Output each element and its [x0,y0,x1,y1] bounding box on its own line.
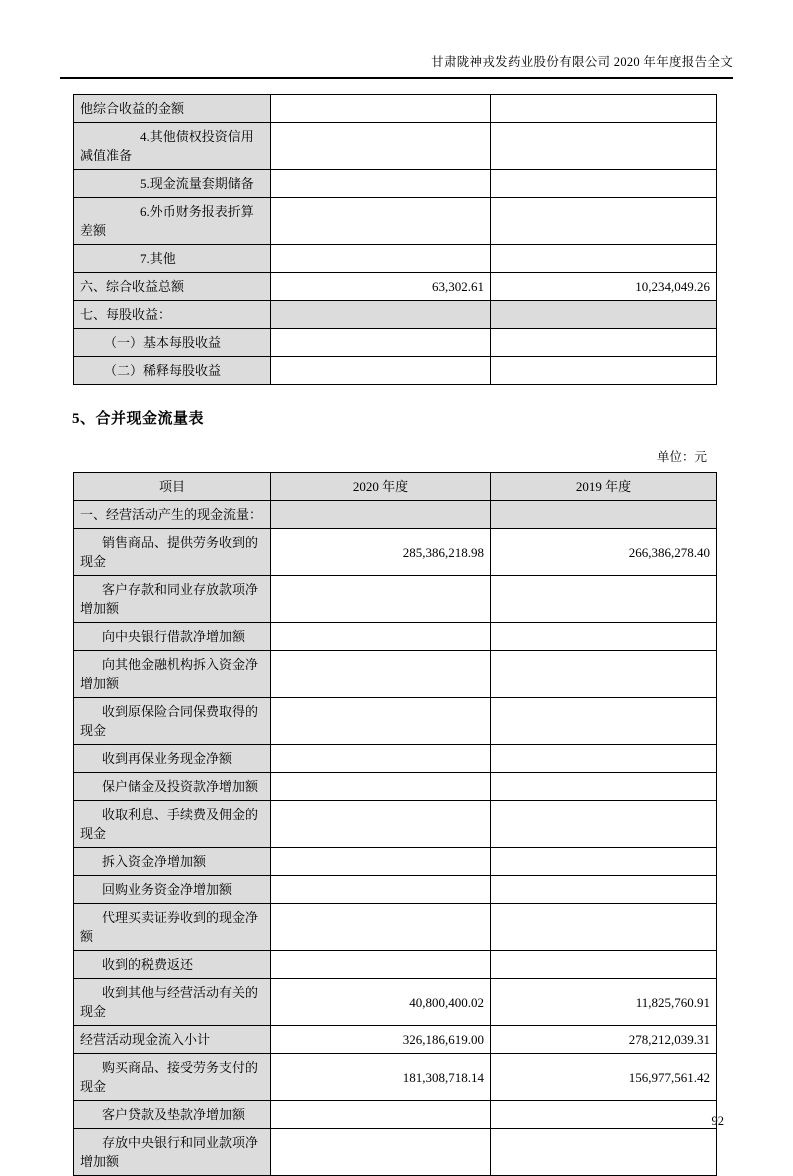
item-label-cell: 向其他金融机构拆入资金净增加额 [74,651,271,698]
value-2019-cell: 156,977,561.42 [491,1054,717,1101]
value-2020-cell [271,329,491,357]
value-2020-cell: 181,308,718.14 [271,1054,491,1101]
item-label-cell: 一、经营活动产生的现金流量： [74,501,271,529]
table-row [74,529,717,576]
table-row [74,951,717,979]
value-2020-cell [271,301,491,329]
value-2019-cell [491,170,717,198]
value-2020-cell: 40,800,400.02 [271,979,491,1026]
value-2020-cell [271,170,491,198]
value-2019-cell [491,1129,717,1176]
value-2020-cell [271,698,491,745]
table-row [74,576,717,623]
table-row [74,1101,717,1129]
item-label-cell: 回购业务资金净增加额 [74,876,271,904]
item-label-cell: 4.其他债权投资信用减值准备 [74,123,271,170]
item-label-cell: 经营活动现金流入小计 [74,1026,271,1054]
item-label-cell: 7.其他 [74,245,271,273]
item-label-cell: 七、每股收益： [74,301,271,329]
item-label-cell: 他综合收益的金额 [74,95,271,123]
column-header-2019: 2019 年度 [491,473,717,501]
item-label-cell: 拆入资金净增加额 [74,848,271,876]
value-2020-cell [271,623,491,651]
value-2019-cell [491,501,717,529]
item-label-cell: 收取利息、手续费及佣金的现金 [74,801,271,848]
table-row [74,273,717,301]
item-label-cell: 收到其他与经营活动有关的现金 [74,979,271,1026]
value-2019-cell [491,951,717,979]
value-2019-cell: 11,825,760.91 [491,979,717,1026]
value-2019-cell [491,698,717,745]
table-row [74,1054,717,1101]
item-label-cell: （一）基本每股收益 [74,329,271,357]
value-2020-cell: 285,386,218.98 [271,529,491,576]
value-2019-cell [491,651,717,698]
value-2020-cell [271,198,491,245]
value-2020-cell [271,123,491,170]
value-2020-cell [271,951,491,979]
value-2020-cell [271,245,491,273]
value-2019-cell [491,357,717,385]
value-2020-cell: 63,302.61 [271,273,491,301]
item-label-cell: 代理买卖证券收到的现金净额 [74,904,271,951]
value-2019-cell [491,245,717,273]
value-2019-cell [491,1101,717,1129]
value-2020-cell: 326,186,619.00 [271,1026,491,1054]
table-row [74,698,717,745]
unit-label: 单位：元 [656,450,707,464]
value-2020-cell [271,651,491,698]
table-row [74,773,717,801]
item-label-cell: （二）稀释每股收益 [74,357,271,385]
table-row [74,301,717,329]
table-header-row [74,473,717,501]
value-2019-cell [491,745,717,773]
table-row [74,876,717,904]
table-row [74,848,717,876]
item-label-cell: 5.现金流量套期储备 [74,170,271,198]
item-label-cell: 六、综合收益总额 [74,273,271,301]
item-label-cell: 客户贷款及垫款净增加额 [74,1101,271,1129]
value-2019-cell [491,773,717,801]
value-2019-cell [491,301,717,329]
table-row [74,95,717,123]
table-row [74,329,717,357]
table-row [74,801,717,848]
table-row [74,123,717,170]
table-row [74,623,717,651]
value-2020-cell [271,95,491,123]
table-row [74,501,717,529]
item-label-cell: 收到再保业务现金净额 [74,745,271,773]
table-row [74,904,717,951]
item-label-cell: 保户储金及投资款净增加额 [74,773,271,801]
value-2020-cell [271,745,491,773]
value-2020-cell [271,801,491,848]
column-header-item: 项目 [74,473,271,501]
value-2020-cell [271,876,491,904]
value-2020-cell [271,904,491,951]
value-2019-cell [491,576,717,623]
item-label-cell: 客户存款和同业存放款项净增加额 [74,576,271,623]
value-2020-cell [271,848,491,876]
value-2019-cell [491,623,717,651]
section-title: 5、合并现金流量表 [72,411,205,427]
column-header-2020: 2020 年度 [271,473,491,501]
value-2019-cell [491,801,717,848]
page-content [0,52,793,1176]
value-2020-cell [271,1101,491,1129]
value-2019-cell [491,876,717,904]
value-2019-cell [491,95,717,123]
table-row [74,170,717,198]
table-row [74,198,717,245]
value-2020-cell [271,773,491,801]
value-2019-cell [491,904,717,951]
cash-flow-table [73,472,717,1176]
comprehensive-income-table [73,94,717,385]
item-label-cell: 存放中央银行和同业款项净增加额 [74,1129,271,1176]
table-row [74,651,717,698]
table-row [74,979,717,1026]
page-number: 92 [711,1114,724,1128]
table-row [74,357,717,385]
table-row [74,245,717,273]
value-2020-cell [271,576,491,623]
value-2020-cell [271,501,491,529]
item-label-cell: 向中央银行借款净增加额 [74,623,271,651]
item-label-cell: 收到原保险合同保费取得的现金 [74,698,271,745]
value-2019-cell: 10,234,049.26 [491,273,717,301]
table-row [74,1026,717,1054]
value-2019-cell: 278,212,039.31 [491,1026,717,1054]
item-label-cell: 6.外币财务报表折算差额 [74,198,271,245]
value-2020-cell [271,1129,491,1176]
value-2020-cell [271,357,491,385]
value-2019-cell: 266,386,278.40 [491,529,717,576]
value-2019-cell [491,848,717,876]
value-2019-cell [491,329,717,357]
item-label-cell: 销售商品、提供劳务收到的现金 [74,529,271,576]
table-row [74,745,717,773]
report-header-title: 甘肃陇神戎发药业股份有限公司 2020 年年度报告全文 [60,52,733,79]
item-label-cell: 收到的税费返还 [74,951,271,979]
item-label-cell: 购买商品、接受劳务支付的现金 [74,1054,271,1101]
table-row [74,1129,717,1176]
value-2019-cell [491,123,717,170]
value-2019-cell [491,198,717,245]
